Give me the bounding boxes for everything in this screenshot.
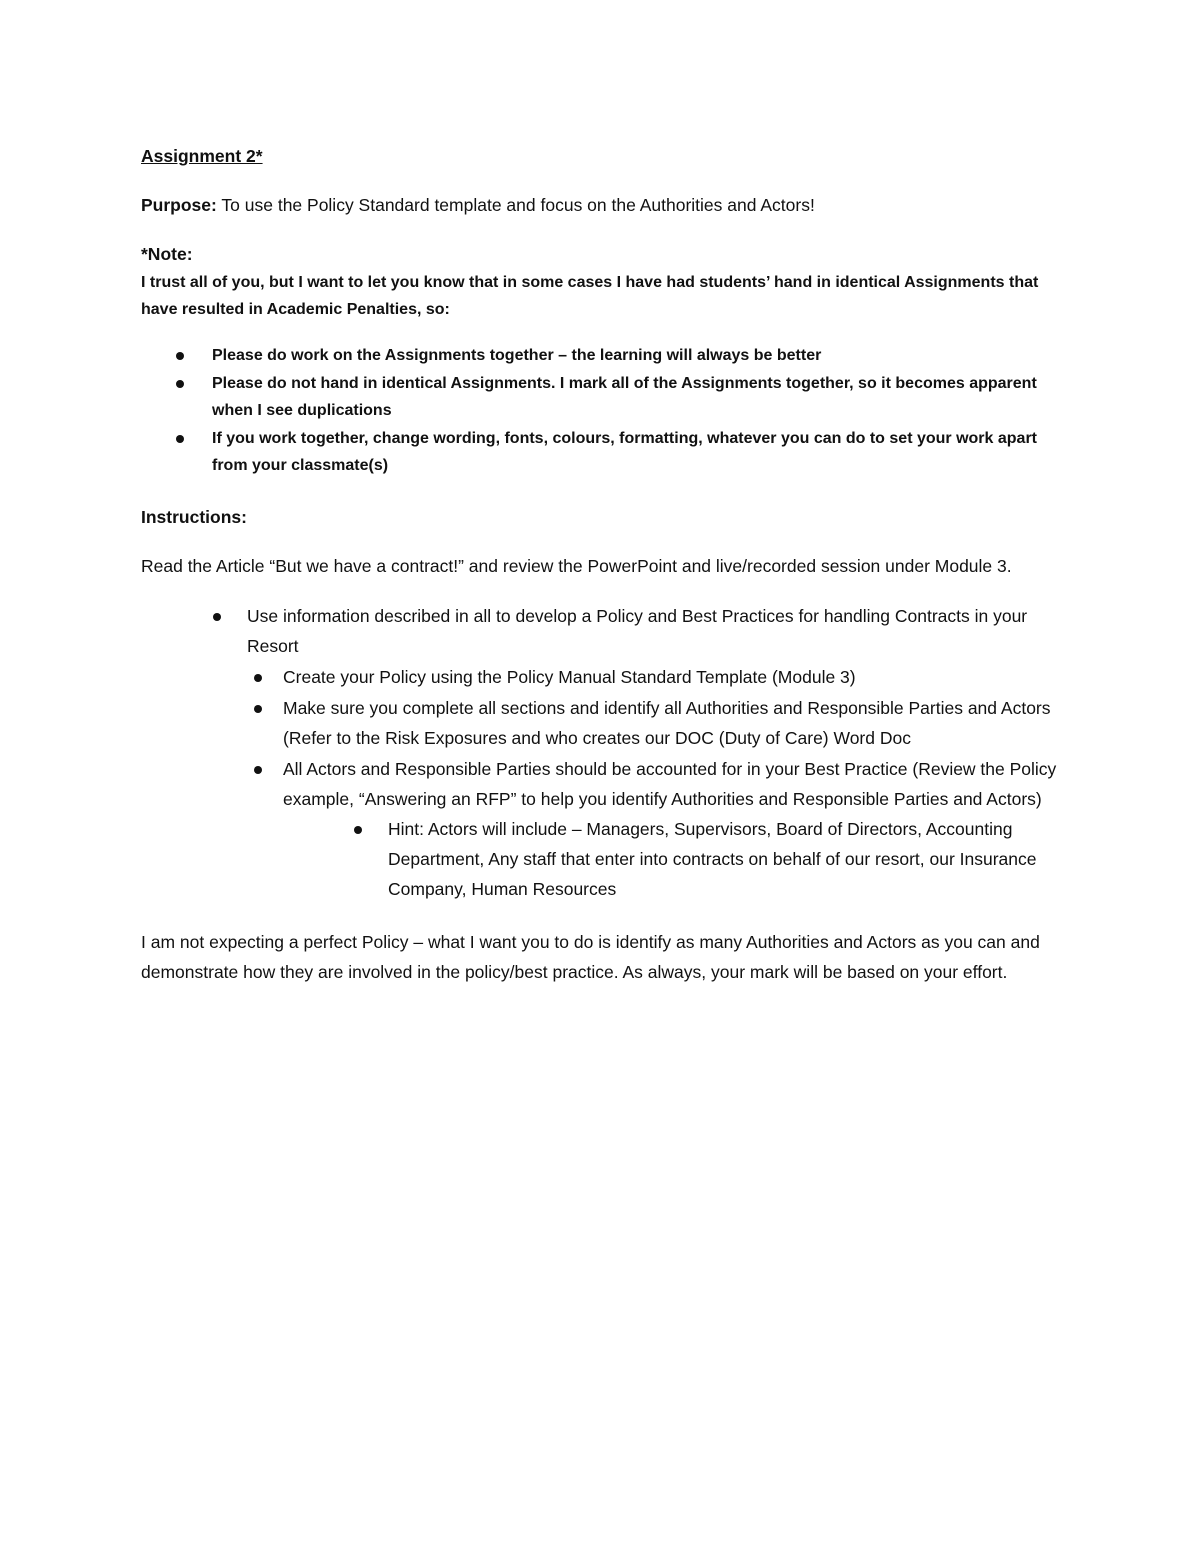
instructions-main-item — [141, 601, 1061, 904]
bullet-icon — [176, 435, 184, 443]
note-list — [141, 342, 1061, 479]
note-text: I trust all of you, but I want to let you know that in some cases I have had students’ hand in identical Assignments that have resulted in Academic Penalties, so: — [141, 274, 1039, 318]
instructions-sub-item — [141, 754, 1061, 904]
hint-text: Hint: Actors will include – Managers, Supervisors, Board of Directors, Accounting Department, Any staff that enter into contracts on behalf of our resort, our Insurance Company, Human Resources — [388, 819, 1037, 899]
instructions-heading: Instructions: — [141, 507, 247, 527]
sub-item-text: Make sure you complete all sections and identify all Authorities and Responsible Parties and Actors (Refer to the Risk Exposures and who creates our DOC (Duty of Care) Word Doc — [283, 698, 1051, 748]
bullet-icon — [176, 352, 184, 360]
note-heading: *Note: — [141, 244, 193, 264]
bullet-icon — [254, 705, 262, 713]
bullet-icon — [254, 766, 262, 774]
hint-list — [141, 814, 1061, 904]
instructions-sub-item — [141, 693, 1061, 753]
instructions-read-text: Read the Article “But we have a contract!” and review the PowerPoint and live/recorded session under Module 3. — [141, 556, 1012, 576]
document-body — [141, 143, 1061, 987]
hint-item — [141, 814, 1061, 904]
note-list-item — [141, 342, 1061, 369]
bullet-icon — [213, 613, 221, 621]
closing-paragraph: I am not expecting a perfect Policy – what I want you to do is identify as many Authorities and Actors as you can and demonstrate how they are involved in the policy/best practice. As always, your mark will be based on your effort. — [141, 932, 1040, 982]
main-item-text: Use information described in all to develop a Policy and Best Practices for handling Contracts in your Resort — [247, 606, 1028, 656]
sub-item-text: All Actors and Responsible Parties should be accounted for in your Best Practice (Review the Policy example, “Answering an RFP” to help you identify Authorities and Responsible Parties and Actors) — [283, 759, 1057, 809]
bullet-icon — [176, 380, 184, 388]
instructions-sub-item — [141, 662, 1061, 692]
purpose-label: Purpose: — [141, 195, 217, 215]
purpose-text: To use the Policy Standard template and focus on the Authorities and Actors! — [216, 195, 815, 215]
assignment-title: Assignment 2* — [141, 146, 263, 166]
instructions-list — [141, 601, 1061, 904]
note-item-text: Please do not hand in identical Assignments. I mark all of the Assignments together, so it becomes apparent when I see duplications — [212, 375, 1037, 419]
note-list-item — [141, 425, 1061, 479]
sub-item-text: Create your Policy using the Policy Manual Standard Template (Module 3) — [283, 667, 856, 687]
note-list-item — [141, 370, 1061, 424]
note-item-text: If you work together, change wording, fonts, colours, formatting, whatever you can do to set your work apart from your classmate(s) — [212, 430, 1037, 474]
bullet-icon — [354, 826, 362, 834]
purpose-paragraph — [141, 192, 1061, 218]
note-item-text: Please do work on the Assignments together – the learning will always be better — [212, 347, 822, 364]
bullet-icon — [254, 674, 262, 682]
instructions-sub-list — [141, 662, 1061, 904]
